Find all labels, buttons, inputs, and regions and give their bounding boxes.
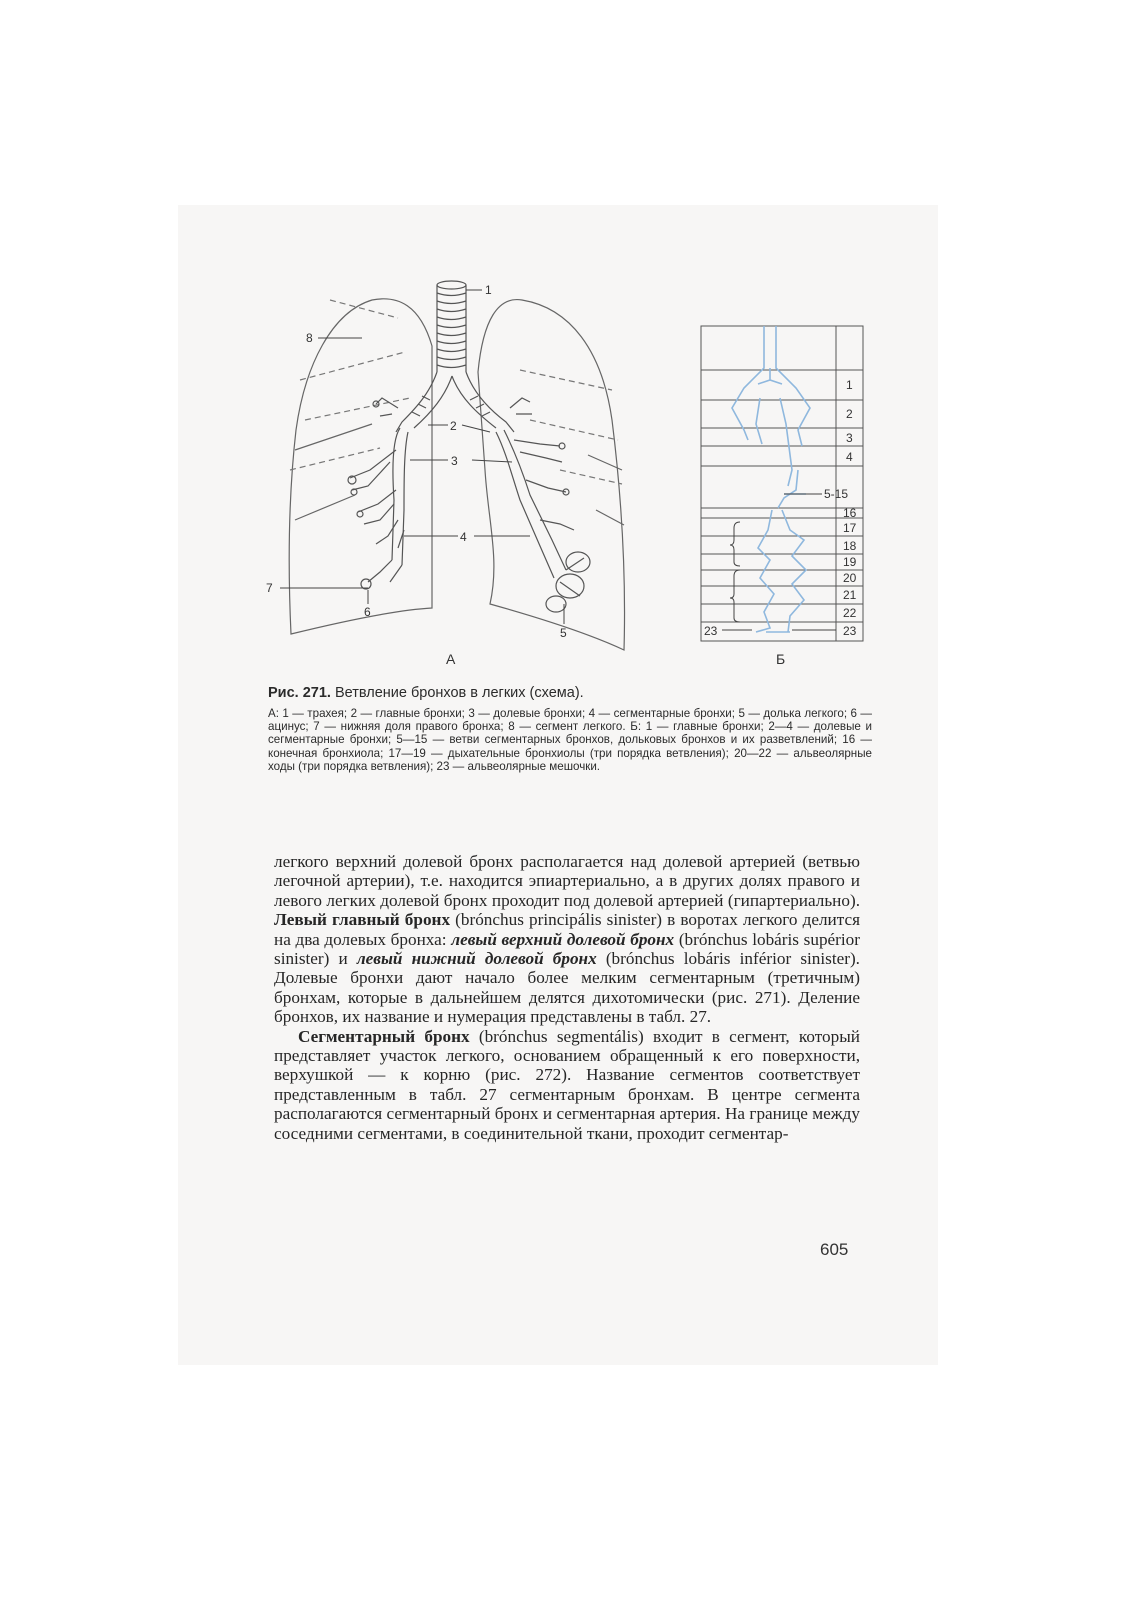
caption-number: Рис. 271. (268, 685, 331, 701)
row-label-17: 17 (843, 521, 857, 535)
fissure-line (295, 495, 355, 520)
caption-legend: А: 1 — трахея; 2 — главные бронхи; 3 — долевые бронхи; 4 — сегментарные бронхи; 5 — долька легкого; 6 — ацинус; 7 — нижняя доля правого бронха; 8 — сегмент легкого. Б: 1 — главные бронхи; 2—4 — долевые и сегментарные бронхи; 5—15 — ветви сегментарных бронхов, дольковых бронхов и их разветвлений; 16 — конечная бронхиола; 17—19 — дыхательные бронхиолы (три порядка ветвления); 20—22 — альвеолярные ходы (три порядка ветвления); 23 — альвеолярные мешочки. (268, 707, 872, 773)
callout-5: 5 (560, 626, 567, 640)
left-branches (496, 398, 590, 612)
panel-b-label: Б (776, 651, 786, 667)
callout-8: 8 (306, 331, 313, 345)
row-label-2: 2 (846, 407, 853, 421)
figure-271 (0, 0, 1131, 700)
text-run: (brónchus segmentális) входит в сегмент, который представляет участок легкого, основанием обращенный к его поверхности, верхушкой — к корню (рис. 272). Название сегментов соответствует представленным в табл. 27 сегментарным бронхам. В центре сегмента располагаются сегментарный бронх и сегментарная артерия. На границе между соседними сегментами, в соединительной ткани, проходит сегментар- (274, 1026, 860, 1143)
segment-line (530, 420, 618, 440)
row-label-3: 3 (846, 431, 853, 445)
term-left-main-bronchus: Левый главный бронх (274, 910, 451, 930)
fissure-line (295, 424, 372, 450)
callout-7: 7 (266, 581, 273, 595)
segment-line (290, 448, 380, 470)
row-label-23-left: 23 (704, 624, 718, 638)
text-run: (brónchus lobáris supérior sinister) и (274, 929, 860, 969)
segment-line (560, 470, 622, 484)
callout-2: 2 (450, 419, 457, 433)
segment-line (300, 352, 405, 380)
row-label-5-15: 5-15 (824, 487, 849, 501)
paragraph-1 (274, 852, 860, 1027)
figure-caption (268, 685, 872, 773)
segment-line (520, 370, 612, 390)
paragraph-2 (274, 1027, 860, 1143)
text-run: (brónchus lobáris inférior sinister). Долевые бронхи дают начало более мелким сегментарным (третичным) бронхам, которые в дальнейшем делятся дихотомически (рис. 271). Деление бронхов, их название и нумерация представлены в табл. 27. (274, 949, 860, 1027)
fissure-line (596, 510, 624, 525)
caption-title-text: Ветвление бронхов в легких (схема). (334, 685, 584, 701)
text-run: (brónchus principális sinister) в воротах легкого делится на два долевых бронха: (274, 910, 861, 949)
term-left-lower-lobar-bronchus: левый нижний долевой бронх (356, 949, 597, 969)
row-label-19: 19 (843, 555, 857, 569)
trachea (437, 281, 466, 372)
row-label-18: 18 (843, 539, 857, 553)
row-label-20: 20 (843, 571, 857, 585)
row-label-22: 22 (843, 606, 857, 620)
callout-3: 3 (451, 454, 458, 468)
row-label-21: 21 (843, 588, 857, 602)
panel-a-label: А (446, 651, 456, 667)
row-label-16: 16 (843, 506, 857, 520)
row-label-23: 23 (843, 624, 857, 638)
row-label-4: 4 (846, 450, 853, 464)
callout-6: 6 (364, 605, 371, 619)
callout-1: 1 (485, 283, 492, 297)
term-segmental-bronchus: Сегментарный бронх (298, 1026, 470, 1046)
caption-title (268, 685, 872, 701)
callout-4: 4 (460, 530, 467, 544)
body-text (274, 852, 860, 1143)
bronchial-tree-figure (0, 0, 1131, 700)
segment-line (305, 398, 410, 420)
term-left-upper-lobar-bronchus: левый верхний долевой бронх (451, 929, 675, 949)
page-number: 605 (820, 1240, 849, 1259)
row-label-1: 1 (846, 378, 853, 392)
text-run: легкого верхний долевой бронх располагается над долевой артерией (ветвью легочной артерии), т.е. находится эпиартериально, а в других долях правого и левого легких долевой бронх проходит под долевой артерией (гипартериально). (274, 852, 860, 910)
